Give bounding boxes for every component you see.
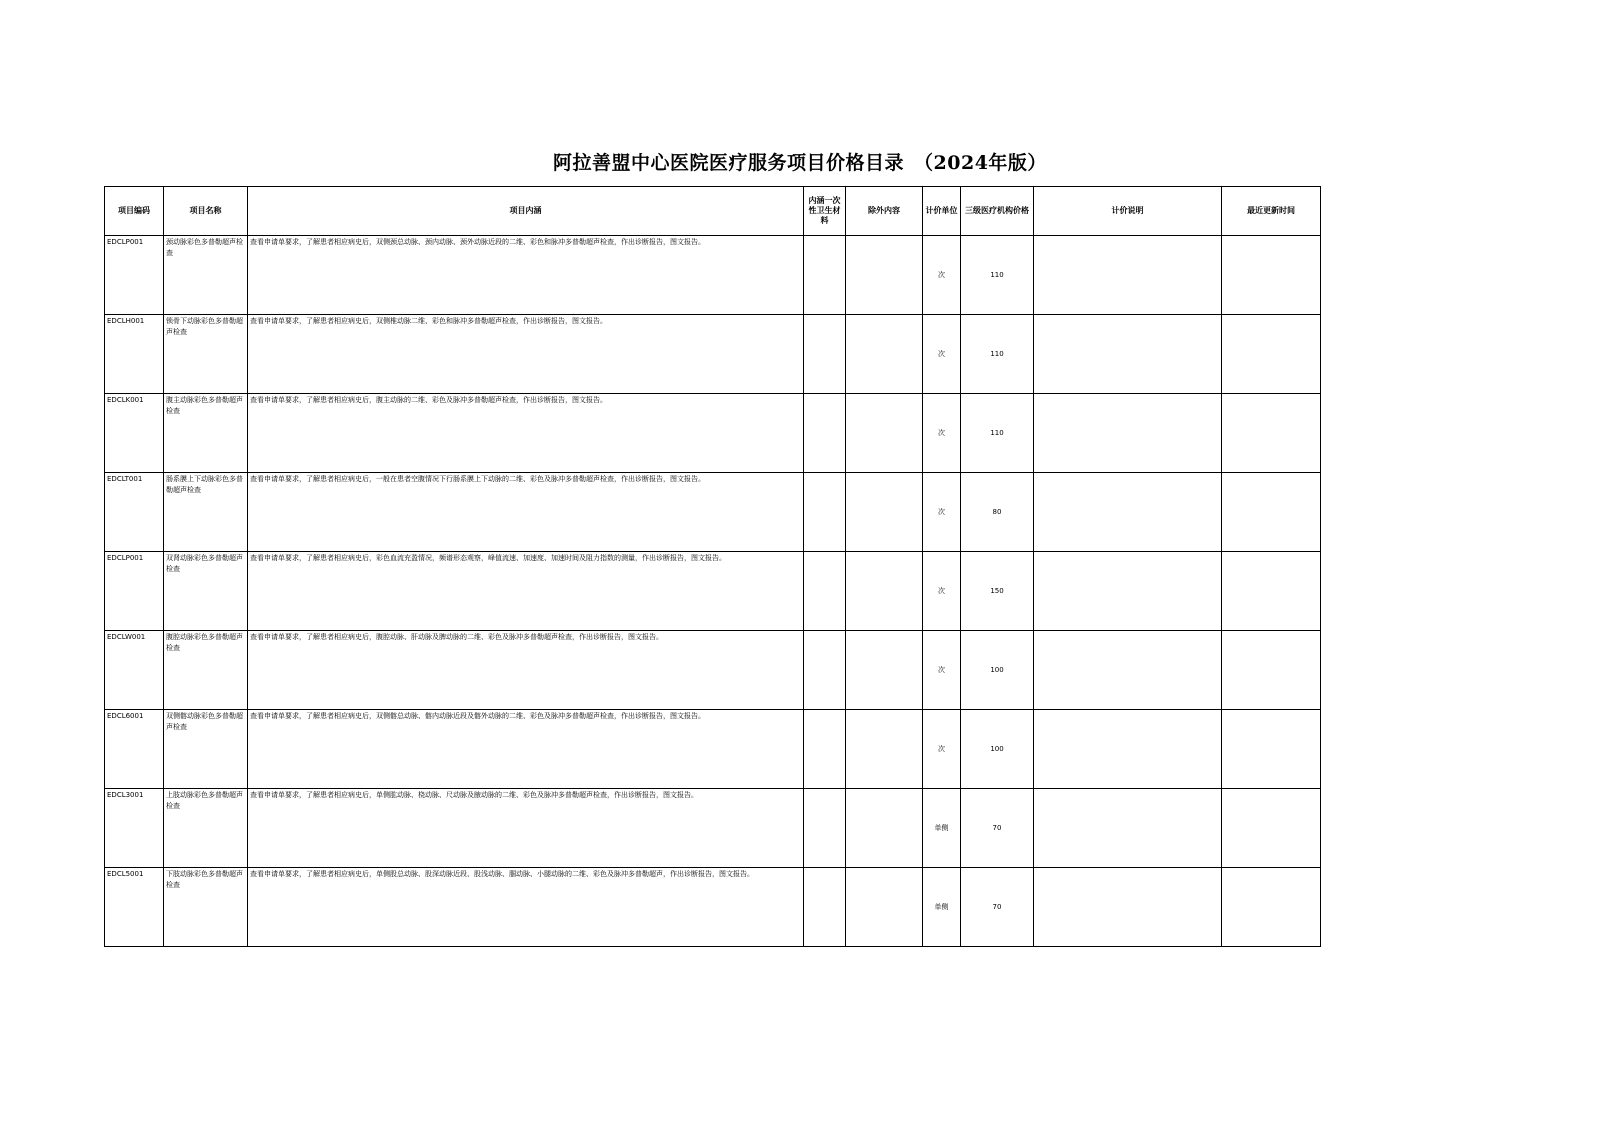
item-note	[1034, 868, 1222, 947]
item-updated	[1222, 236, 1321, 315]
header-consumables: 内涵一次性卫生材料	[804, 187, 846, 236]
price-table	[104, 186, 1321, 947]
item-content: 查看申请单要求，了解患者相应病史后，双侧髂总动脉、髂内动脉近段及髂外动脉的二维、彩色及脉冲多普勒超声检查，作出诊断报告，图文报告。	[248, 710, 804, 789]
item-code: EDCLP001	[105, 552, 164, 631]
item-name: 腹主动脉彩色多普勒超声检查	[164, 394, 248, 473]
item-unit: 单侧	[923, 789, 961, 868]
item-note	[1034, 236, 1222, 315]
item-updated	[1222, 315, 1321, 394]
header-excluded: 除外内容	[846, 187, 923, 236]
item-note	[1034, 473, 1222, 552]
item-updated	[1222, 789, 1321, 868]
header-row	[105, 187, 1321, 236]
item-updated	[1222, 552, 1321, 631]
item-consumables	[804, 394, 846, 473]
item-name: 双侧髂动脉彩色多普勒超声检查	[164, 710, 248, 789]
item-content: 查看申请单要求，了解患者相应病史后，双侧颈总动脉、颈内动脉、颈外动脉近段的二维、彩色和脉冲多普勒超声检查，作出诊断报告，图文报告。	[248, 236, 804, 315]
item-consumables	[804, 552, 846, 631]
item-updated	[1222, 868, 1321, 947]
item-updated	[1222, 631, 1321, 710]
item-price: 80	[961, 473, 1034, 552]
item-content: 查看申请单要求，了解患者相应病史后，彩色血流充盈情况，频谱形态观察，峰值流速、加速度、加速时间及阻力指数的测量，作出诊断报告，图文报告。	[248, 552, 804, 631]
table-row	[105, 236, 1321, 315]
table-row	[105, 552, 1321, 631]
table-row	[105, 631, 1321, 710]
item-content: 查看申请单要求，了解患者相应病史后，腹腔动脉、肝动脉及脾动脉的二维、彩色及脉冲多普勒超声检查，作出诊断报告，图文报告。	[248, 631, 804, 710]
item-consumables	[804, 868, 846, 947]
item-updated	[1222, 710, 1321, 789]
item-unit: 次	[923, 236, 961, 315]
header-content: 项目内涵	[248, 187, 804, 236]
item-name: 双肾动脉彩色多普勒超声检查	[164, 552, 248, 631]
item-code: EDCLK001	[105, 394, 164, 473]
item-price: 70	[961, 789, 1034, 868]
table-row	[105, 394, 1321, 473]
item-code: EDCL3001	[105, 789, 164, 868]
item-name: 腹腔动脉彩色多普勒超声检查	[164, 631, 248, 710]
item-updated	[1222, 394, 1321, 473]
table-row	[105, 473, 1321, 552]
table-row	[105, 868, 1321, 947]
item-excluded	[846, 473, 923, 552]
item-unit: 单侧	[923, 868, 961, 947]
item-price: 70	[961, 868, 1034, 947]
item-note	[1034, 394, 1222, 473]
item-content: 查看申请单要求，了解患者相应病史后，双侧椎动脉二维、彩色和脉冲多普勒超声检查，作出诊断报告，图文报告。	[248, 315, 804, 394]
item-price: 110	[961, 315, 1034, 394]
item-consumables	[804, 789, 846, 868]
table-row	[105, 789, 1321, 868]
header-unit: 计价单位	[923, 187, 961, 236]
item-consumables	[804, 710, 846, 789]
item-consumables	[804, 473, 846, 552]
item-note	[1034, 552, 1222, 631]
item-name: 下肢动脉彩色多普勒超声检查	[164, 868, 248, 947]
header-name: 项目名称	[164, 187, 248, 236]
item-excluded	[846, 868, 923, 947]
item-code: EDCL5001	[105, 868, 164, 947]
item-note	[1034, 315, 1222, 394]
header-price: 三级医疗机构价格	[961, 187, 1034, 236]
table-row	[105, 710, 1321, 789]
item-price: 100	[961, 631, 1034, 710]
item-name: 颈动脉彩色多普勒超声检查	[164, 236, 248, 315]
item-code: EDCL6001	[105, 710, 164, 789]
item-unit: 次	[923, 552, 961, 631]
item-excluded	[846, 552, 923, 631]
item-code: EDCLH001	[105, 315, 164, 394]
item-price: 100	[961, 710, 1034, 789]
item-note	[1034, 710, 1222, 789]
item-content: 查看申请单要求，了解患者相应病史后，单侧股总动脉、股深动脉近段、股浅动脉、腘动脉、小腿动脉的二维、彩色及脉冲多普勒超声，作出诊断报告，图文报告。	[248, 868, 804, 947]
header-updated: 最近更新时间	[1222, 187, 1321, 236]
item-excluded	[846, 710, 923, 789]
item-note	[1034, 789, 1222, 868]
item-price: 150	[961, 552, 1034, 631]
item-code: EDCLW001	[105, 631, 164, 710]
item-name: 肠系膜上下动脉彩色多普勒超声检查	[164, 473, 248, 552]
page-title: 阿拉善盟中心医院医疗服务项目价格目录 （2024年版）	[553, 152, 1047, 174]
item-unit: 次	[923, 710, 961, 789]
item-content: 查看申请单要求，了解患者相应病史后，一般在患者空腹情况下行肠系膜上下动脉的二维、彩色及脉冲多普勒超声检查，作出诊断报告，图文报告。	[248, 473, 804, 552]
item-excluded	[846, 315, 923, 394]
item-content: 查看申请单要求，了解患者相应病史后，单侧肱动脉、桡动脉、尺动脉及腋动脉的二维、彩色及脉冲多普勒超声检查，作出诊断报告，图文报告。	[248, 789, 804, 868]
header-code: 项目编码	[105, 187, 164, 236]
item-name: 上肢动脉彩色多普勒超声检查	[164, 789, 248, 868]
item-code: EDCLP001	[105, 236, 164, 315]
item-excluded	[846, 789, 923, 868]
item-excluded	[846, 394, 923, 473]
item-consumables	[804, 631, 846, 710]
header-note: 计价说明	[1034, 187, 1222, 236]
item-consumables	[804, 236, 846, 315]
item-unit: 次	[923, 394, 961, 473]
item-code: EDCLT001	[105, 473, 164, 552]
table-row	[105, 315, 1321, 394]
item-price: 110	[961, 236, 1034, 315]
item-unit: 次	[923, 473, 961, 552]
item-price: 110	[961, 394, 1034, 473]
item-consumables	[804, 315, 846, 394]
item-name: 锁骨下动脉彩色多普勒超声检查	[164, 315, 248, 394]
item-content: 查看申请单要求，了解患者相应病史后，腹主动脉的二维、彩色及脉冲多普勒超声检查，作出诊断报告，图文报告。	[248, 394, 804, 473]
item-updated	[1222, 473, 1321, 552]
item-unit: 次	[923, 315, 961, 394]
item-note	[1034, 631, 1222, 710]
item-excluded	[846, 631, 923, 710]
item-unit: 次	[923, 631, 961, 710]
item-excluded	[846, 236, 923, 315]
